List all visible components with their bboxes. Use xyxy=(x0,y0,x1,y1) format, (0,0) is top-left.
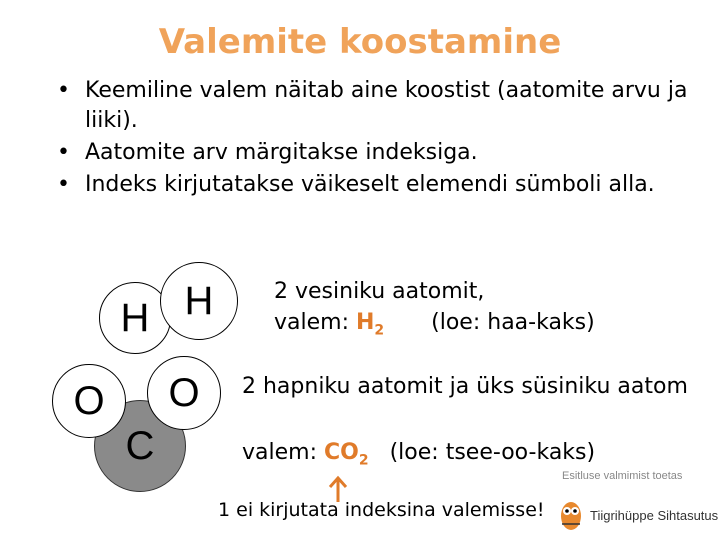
co2-formula-index: 2 xyxy=(358,452,369,469)
co2-formula-symbol: CO xyxy=(323,440,359,465)
bullet-list xyxy=(55,76,695,202)
h2-formula-prefix: valem: xyxy=(274,310,356,335)
sponsor-caption: Esitluse valmimist toetas xyxy=(562,470,683,482)
co2-reading: (loe: tsee-oo-kaks) xyxy=(389,440,596,465)
h2-formula-index: 2 xyxy=(374,322,385,339)
oxygen-atom-left: O xyxy=(52,364,126,438)
co2-note: 1 ei kirjutata indeksina valemisse! xyxy=(218,499,545,521)
co2-formula-prefix: valem: xyxy=(242,440,324,465)
slide-title: Valemite koostamine xyxy=(158,22,562,62)
h2-formula xyxy=(355,310,385,339)
hydrogen-atom-right: H xyxy=(160,262,238,340)
h2-reading: (loe: haa-kaks) xyxy=(431,310,595,335)
bullet-item: • Indeks kirjutatakse väikeselt elemendi sümboli alla. xyxy=(55,170,695,200)
organization-name: Tiigrihüppe Sihtasutus xyxy=(590,508,719,523)
hydrogen-atom-left: H xyxy=(99,282,171,354)
co2-formula-line xyxy=(242,440,595,473)
bullet-item: • Aatomite arv märgitakse indeksiga. xyxy=(55,138,695,168)
h2-description: 2 vesiniku aatomit, xyxy=(274,279,485,304)
h2-formula-symbol: H xyxy=(355,310,375,335)
h2-formula-line xyxy=(274,310,595,343)
co2-formula xyxy=(323,440,369,469)
co2-description: 2 hapniku aatomit ja üks süsiniku aatom xyxy=(242,374,688,399)
oxygen-atom-right: O xyxy=(147,356,221,430)
bullet-item: • Keemiline valem näitab aine koostist (aatomite arvu ja liiki). xyxy=(55,76,695,136)
owl-logo-icon xyxy=(556,496,586,534)
carbon-atom: C xyxy=(94,400,186,492)
